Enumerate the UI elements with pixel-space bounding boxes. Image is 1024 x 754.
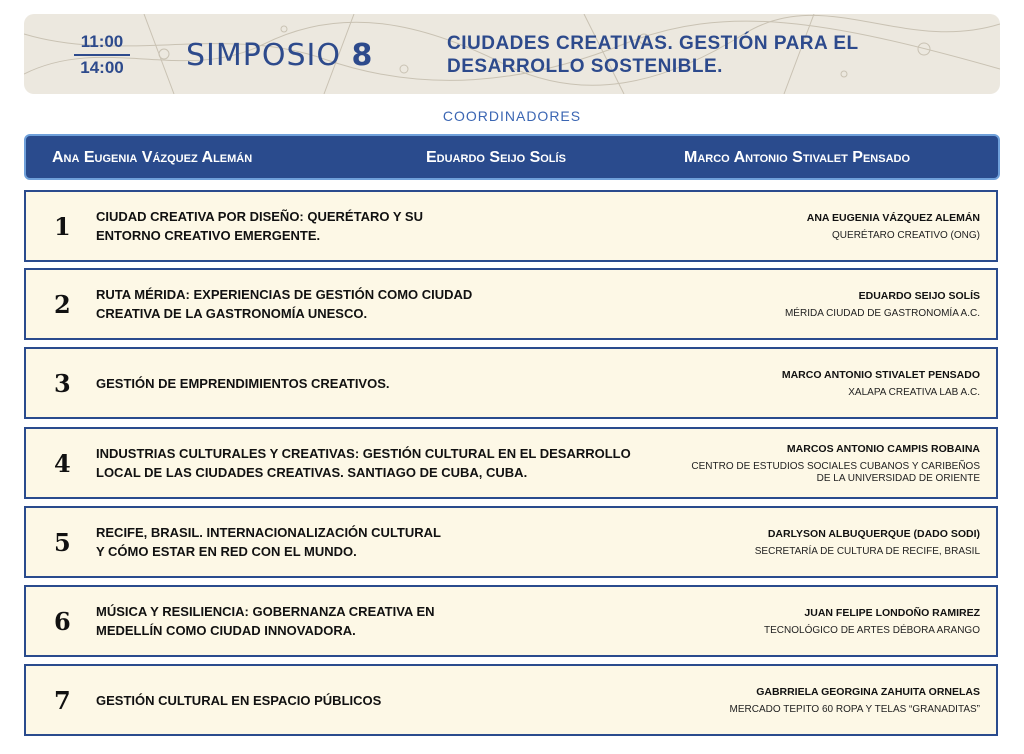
talk-speaker [660,666,980,734]
talk-speaker [660,587,980,655]
talk-title: CIUDAD CREATIVA POR DISEÑO: QUERÉTARO Y SU ENTORNO CREATIVO EMERGENTE. [96,209,423,243]
speaker-org: MERCADO TEPITO 60 ROPA Y TELAS “GRANADITAS” [729,703,980,715]
talk-title: GESTIÓN DE EMPRENDIMIENTOS CREATIVOS. [96,375,390,391]
speaker-org: MÉRIDA CIUDAD DE GASTRONOMÍA A.C. [784,307,980,319]
speaker-org: TECNOLÓGICO DE ARTES DÉBORA ARANGO [764,624,980,636]
coordinator-name: Ana Eugenia Vázquez Alemán [52,149,253,166]
talk-speaker [660,349,980,417]
talk-row [24,506,998,578]
talk-title: RUTA MÉRIDA: EXPERIENCIAS DE GESTIÓN COMO CIUDAD CREATIVA DE LA GASTRONOMÍA UNESCO. [96,287,473,321]
talk-title: RECIFE, BRASIL. INTERNACIONALIZACIÓN CULTURAL Y CÓMO ESTAR EN RED CON EL MUNDO. [96,525,441,559]
talk-row [24,190,998,262]
talk-number: 6 [54,606,71,636]
talk-row [24,427,998,499]
time-divider [74,54,130,56]
talk-number: 7 [54,685,71,715]
symposium-title [447,32,917,78]
speaker-org: XALAPA CREATIVA LAB A.C. [848,386,980,398]
speaker-org: QUERÉTARO CREATIVO (ONG) [832,229,980,241]
schedule-time [74,32,130,78]
speaker-name: ANA EUGENIA VÁZQUEZ ALEMÁN [806,211,980,224]
symposium-word: SIMPOSIO [186,38,341,73]
speaker-name: MARCO ANTONIO STIVALET PENSADO [781,368,980,381]
talk-speaker [660,192,980,260]
speaker-org: CENTRO DE ESTUDIOS SOCIALES CUBANOS Y CARIBEÑOS DE LA UNIVERSIDAD DE ORIENTE [691,460,980,484]
speaker-name: JUAN FELIPE LONDOÑO RAMIREZ [804,606,980,619]
coordinator-name: Eduardo Seijo Solís [426,149,566,166]
symposium-number: 8 [351,38,374,73]
coordinators-bar [24,134,1000,180]
talk-title: MÚSICA Y RESILIENCIA: GOBERNANZA CREATIVA EN MEDELLÍN COMO CIUDAD INNOVADORA. [96,604,435,638]
talk-row [24,347,998,419]
symposium-title-line2: DESARROLLO SOSTENIBLE. [447,56,723,77]
speaker-name: DARLYSON ALBUQUERQUE (DADO SODI) [767,527,980,540]
start-time: 11:00 [80,32,124,51]
speaker-name: GABRRIELA GEORGINA ZAHUITA ORNELAS [756,685,980,698]
coordinator-name: Marco Antonio Stivalet Pensado [684,149,911,166]
talk-row [24,585,998,657]
talk-number: 4 [54,448,71,478]
talk-row [24,664,998,736]
coordinators-label: COORDINADORES [442,108,582,124]
talk-number: 1 [54,211,71,241]
talk-row [24,268,998,340]
talk-speaker [660,429,980,497]
symposium-label [186,38,373,73]
symposium-title-line1: CIUDADES CREATIVAS. GESTIÓN PARA EL [447,33,859,54]
talk-title: INDUSTRIAS CULTURALES Y CREATIVAS: GESTIÓN CULTURAL EN EL DESARROLLO LOCAL DE LAS CIUDADES CREATIVAS. SANTIAGO DE CUBA, CUBA. [96,446,631,480]
talk-speaker [660,508,980,576]
speaker-name: EDUARDO SEIJO SOLÍS [858,289,980,302]
speaker-name: MARCOS ANTONIO CAMPIS ROBAINA [786,442,980,455]
symposium-banner [24,14,1000,94]
talk-number: 2 [54,289,71,319]
talk-number: 5 [54,527,71,557]
talk-number: 3 [54,368,71,398]
end-time: 14:00 [80,58,124,77]
speaker-org: SECRETARÍA DE CULTURA DE RECIFE, BRASIL [754,545,980,557]
talk-speaker [660,270,980,338]
talk-title: GESTIÓN CULTURAL EN ESPACIO PÚBLICOS [96,692,382,708]
